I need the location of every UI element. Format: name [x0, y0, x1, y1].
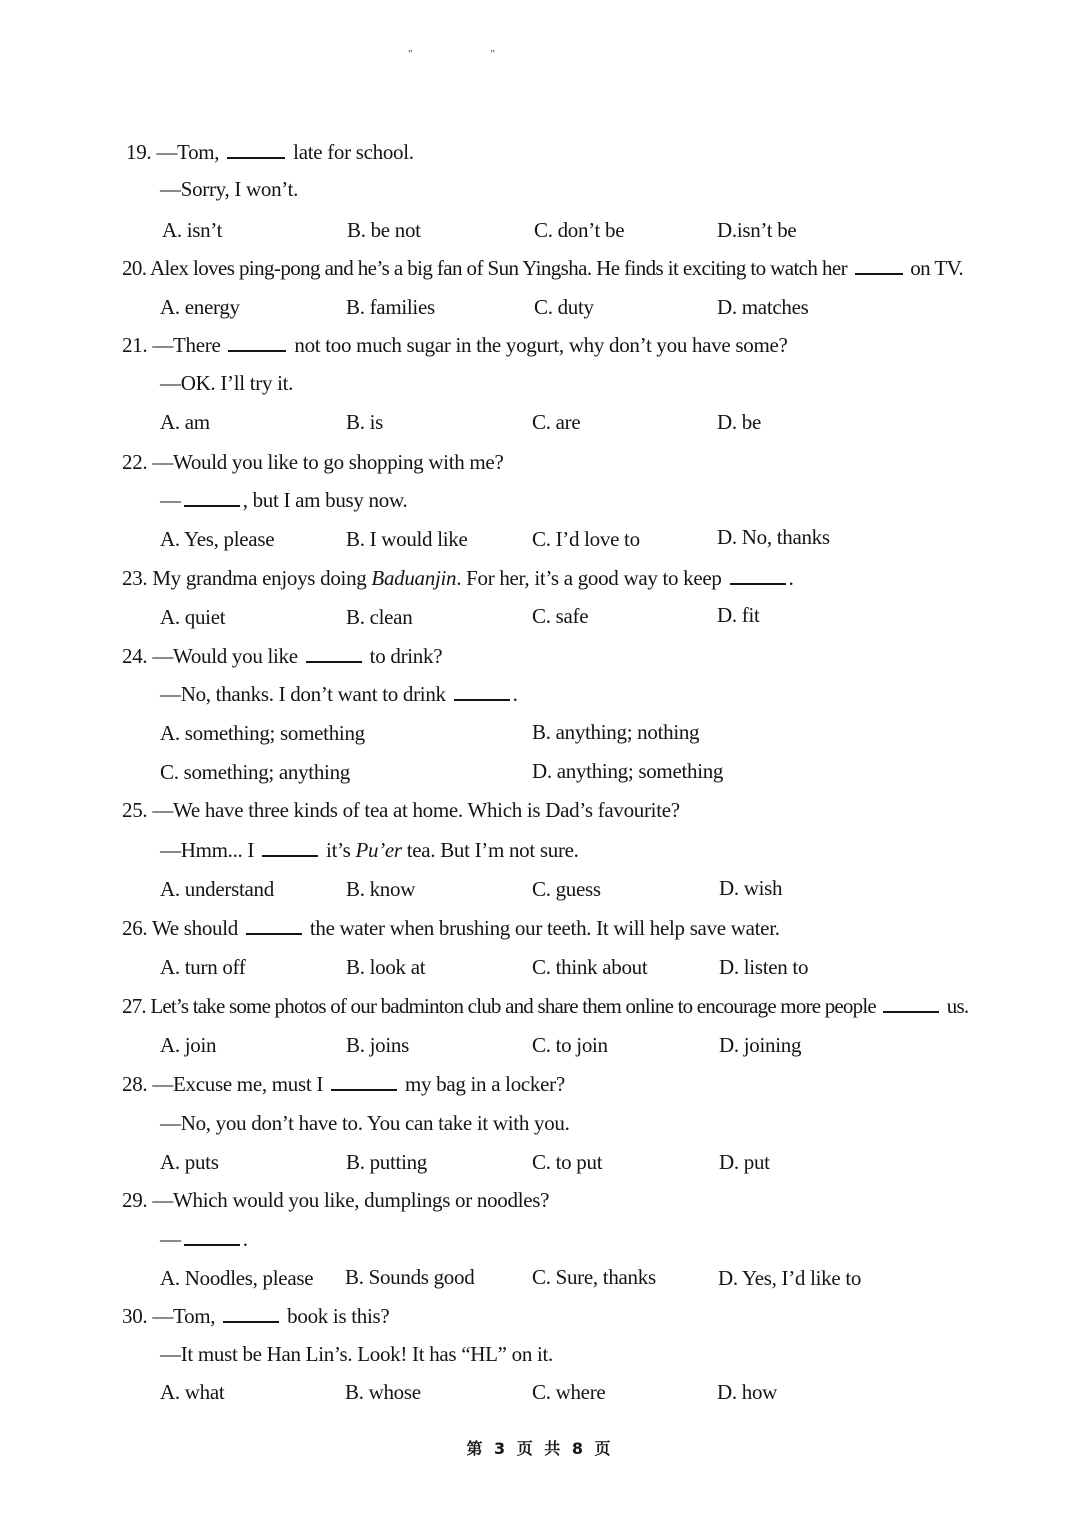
- option-c: C. guess: [532, 877, 601, 901]
- question-24-reply: —No, thanks. I don’t want to drink .: [160, 682, 518, 706]
- question-25-reply: —Hmm... I it’s Pu’er tea. But I’m not sure.: [160, 838, 579, 862]
- option-b: B. whose: [345, 1380, 421, 1404]
- option-a: A. join: [160, 1033, 217, 1057]
- option-a: A. energy: [160, 295, 240, 319]
- option-b: B. be not: [347, 218, 421, 242]
- option-b: B. is: [346, 410, 384, 434]
- option-c: C. to join: [532, 1033, 608, 1057]
- question-25: 25. —We have three kinds of tea at home. Which is Dad’s favourite?: [122, 798, 680, 822]
- question-20: 20. Alex loves ping-pong and he’s a big fan of Sun Yingsha. He finds it exciting to watch her on TV.: [122, 256, 964, 280]
- option-b: B. Sounds good: [345, 1265, 475, 1289]
- option-d: D.isn’t be: [717, 218, 797, 242]
- option-a: A. something; something: [160, 721, 365, 745]
- answer-blank: [454, 681, 510, 701]
- option-c: C. something; anything: [160, 760, 350, 784]
- option-b: B. I would like: [346, 527, 468, 551]
- option-b: B. joins: [346, 1033, 409, 1057]
- option-b: B. putting: [346, 1150, 428, 1174]
- answer-blank: [306, 643, 362, 663]
- option-d: D. No, thanks: [717, 525, 830, 549]
- question-21: 21. —There not too much sugar in the yogurt, why don’t you have some?: [122, 333, 788, 357]
- page-number: 第 3 页 共 8 页: [466, 1439, 614, 1458]
- question-19-reply: —Sorry, I won’t.: [160, 177, 299, 201]
- option-a: A. quiet: [160, 605, 226, 629]
- option-d: D. listen to: [719, 955, 809, 979]
- option-d: D. Yes, I’d like to: [718, 1266, 862, 1290]
- question-24: 24. —Would you like to drink?: [122, 644, 443, 668]
- option-b: B. families: [346, 295, 435, 319]
- answer-blank: [246, 915, 302, 935]
- option-a: A. am: [160, 410, 210, 434]
- question-22: 22. —Would you like to go shopping with me?: [122, 450, 504, 474]
- answer-blank: [223, 1303, 279, 1323]
- option-d: D. how: [717, 1380, 778, 1404]
- option-b: B. know: [346, 877, 416, 901]
- answer-blank: [227, 139, 285, 159]
- option-d: D. fit: [717, 603, 760, 627]
- answer-blank: [855, 255, 903, 275]
- option-a: A. puts: [160, 1150, 219, 1174]
- answer-blank: [184, 1226, 240, 1246]
- option-c: C. I’d love to: [532, 527, 640, 551]
- option-a: A. isn’t: [162, 218, 223, 242]
- option-c: C. to put: [532, 1150, 603, 1174]
- answer-blank: [331, 1071, 397, 1091]
- option-a: A. turn off: [160, 955, 246, 979]
- option-a: A. Yes, please: [160, 527, 275, 551]
- answer-blank: [228, 332, 286, 352]
- option-b: B. anything; nothing: [532, 720, 700, 744]
- option-b: B. clean: [346, 605, 413, 629]
- question-26: 26. We should the water when brushing our teeth. It will help save water.: [122, 916, 780, 940]
- option-a: A. Noodles, please: [160, 1266, 314, 1290]
- question-28: 28. —Excuse me, must I my bag in a locker?: [122, 1072, 565, 1096]
- answer-blank: [262, 837, 318, 857]
- answer-blank: [184, 487, 240, 507]
- option-d: D. be: [717, 410, 761, 434]
- option-d: D. wish: [719, 876, 783, 900]
- answer-blank: [730, 565, 786, 585]
- option-c: C. don’t be: [534, 218, 625, 242]
- option-a: A. what: [160, 1380, 225, 1404]
- question-19: 19. —Tom, late for school.: [126, 140, 414, 164]
- question-30: 30. —Tom, book is this?: [122, 1304, 390, 1328]
- option-a: A. understand: [160, 877, 274, 901]
- question-21-reply: —OK. I’ll try it.: [160, 371, 294, 395]
- question-30-reply: —It must be Han Lin’s. Look! It has “HL” on it.: [160, 1342, 553, 1366]
- question-28-reply: —No, you don’t have to. You can take it with you.: [160, 1111, 570, 1135]
- option-c: C. duty: [534, 295, 594, 319]
- option-c: C. safe: [532, 604, 589, 628]
- option-d: D. matches: [717, 295, 809, 319]
- option-c: C. are: [532, 410, 581, 434]
- question-22-reply: — , but I am busy now.: [160, 488, 408, 512]
- question-27: 27. Let’s take some photos of our badminton club and share them online to encourage more people us.: [122, 994, 969, 1018]
- answer-blank: [883, 993, 939, 1013]
- option-c: C. Sure, thanks: [532, 1265, 656, 1289]
- option-d: D. anything; something: [532, 759, 724, 783]
- option-c: C. think about: [532, 955, 648, 979]
- option-b: B. look at: [346, 955, 426, 979]
- question-29-reply: — .: [160, 1227, 248, 1251]
- question-23: 23. My grandma enjoys doing Baduanjin. For her, it’s a good way to keep .: [122, 566, 794, 590]
- option-c: C. where: [532, 1380, 606, 1404]
- header-marks: " ": [408, 48, 495, 60]
- option-d: D. put: [719, 1150, 770, 1174]
- option-d: D. joining: [719, 1033, 802, 1057]
- question-29: 29. —Which would you like, dumplings or noodles?: [122, 1188, 550, 1212]
